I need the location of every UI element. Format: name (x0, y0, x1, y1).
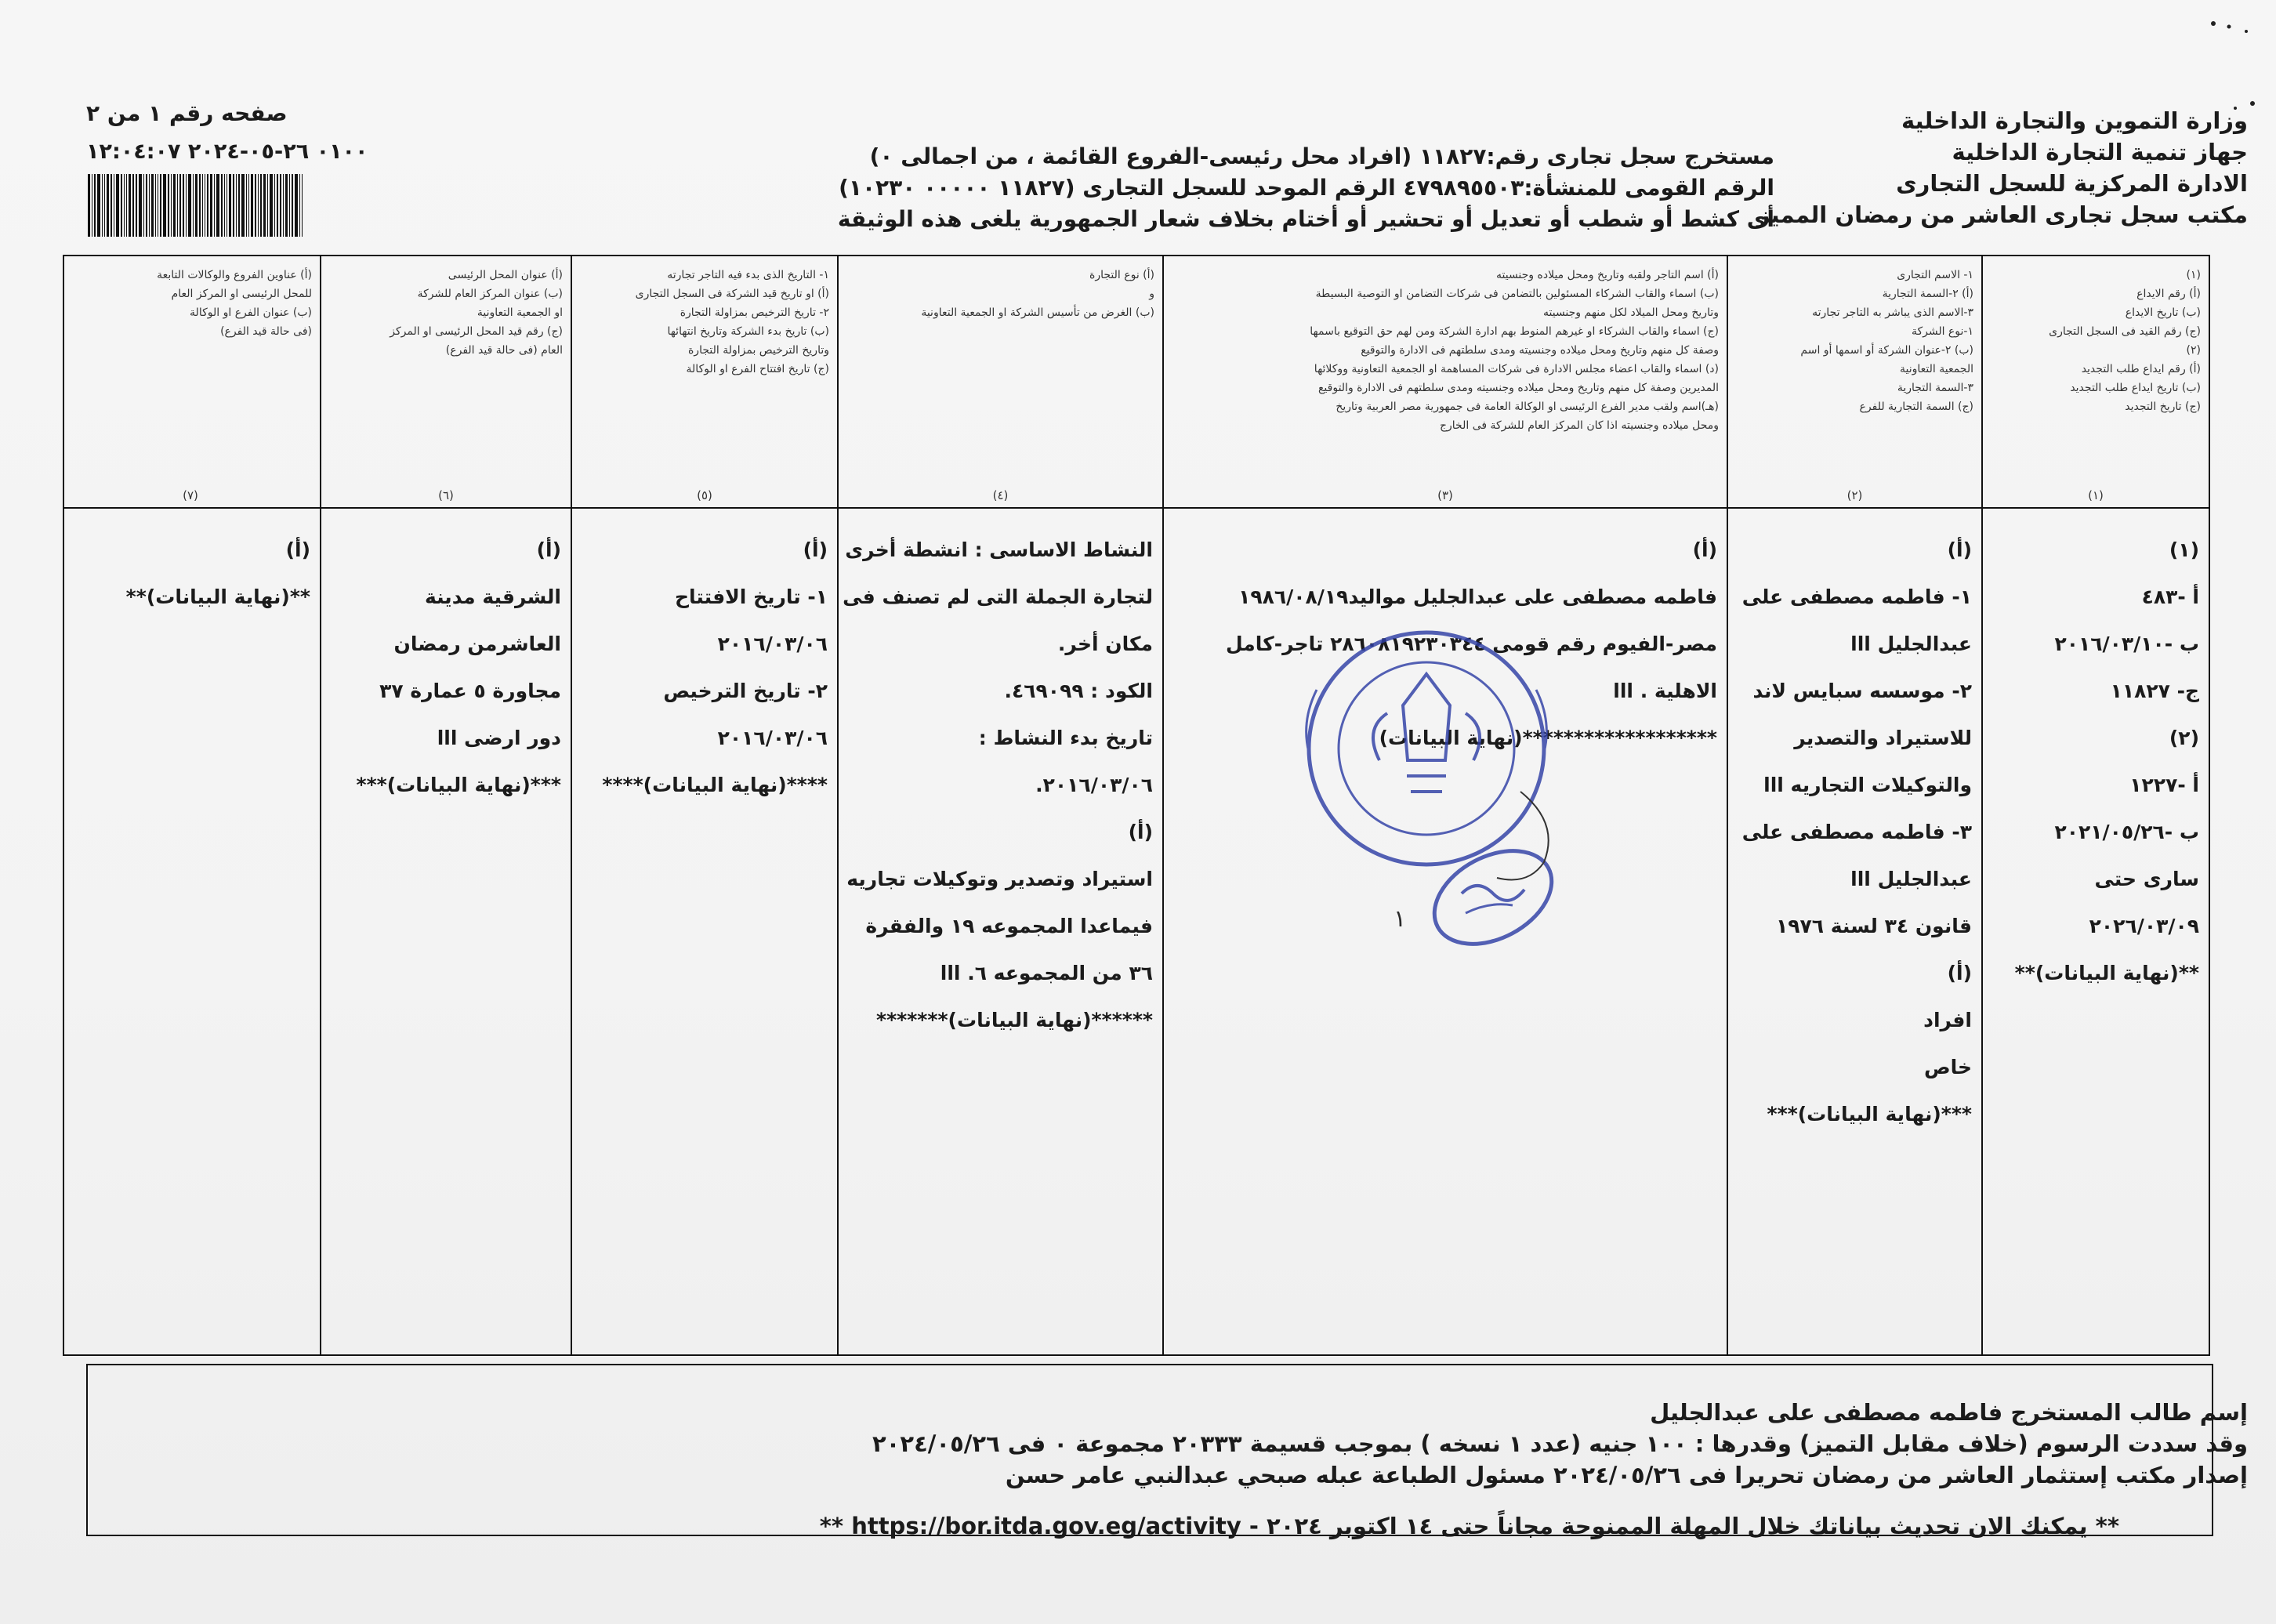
column-header-line: (د) اسماء والقاب اعضاء مجلس الادارة فى شركات المساهمة او الجمعية التعاونية ووكلائها (1314, 363, 1719, 375)
column-body-line: فيماعدا المجموعه ١٩ والفقرة (865, 915, 1153, 937)
column-header (1728, 261, 1981, 504)
barcode-bar (270, 174, 273, 237)
barcode-bar (186, 174, 187, 237)
column-header (321, 261, 571, 504)
column-number: (٣) (1437, 488, 1453, 502)
column-body-line: ******(نهاية البيانات)******* (876, 1009, 1153, 1031)
column-header-line: (أ) ٢-السمة التجارية (1882, 288, 1973, 300)
column-body-line: عبدالجليل ااا (1850, 868, 1972, 890)
column-header-line: (أ) رقم ايداع طلب التجديد (2081, 363, 2201, 375)
column-header-line: (ب) ٢-عنوان الشركة أو اسمها أو اسم (1800, 344, 1973, 357)
page-number: صفحه رقم ١ من ٢ (86, 100, 288, 126)
column-number: (٢) (1847, 488, 1863, 502)
barcode-bar (260, 174, 262, 237)
column-number: (٧) (183, 488, 198, 502)
barcode-bar (160, 174, 161, 237)
column-header-line: ٢- تاريخ الترخيص بمزاولة التجارة (680, 306, 829, 319)
barcode-bar (97, 174, 100, 237)
barcode-bar (255, 174, 256, 237)
column-header-line: (فى حالة قيد الفرع) (220, 325, 312, 338)
column-body-line: ٢- موسسه سبايس لاند (1752, 680, 1972, 702)
barcode-bar (238, 174, 240, 237)
registry-table (63, 255, 2210, 1356)
column-body (572, 519, 837, 1354)
barcode-bar (129, 174, 131, 237)
column-header-line: (هـ)اسم ولقب مدير الفرع الرئيسى او الوكالة العامة فى جمهورية مصر العربية وتاريخ (1336, 401, 1719, 413)
column-body-line: سارى حتى (2094, 868, 2199, 890)
column-body (321, 519, 571, 1354)
column-number: (٥) (697, 488, 712, 502)
barcode-bar (285, 174, 288, 237)
footer-text (210, 1397, 2248, 1491)
column-body-line: الكود : ٤٦٩٠٩٩. (1004, 680, 1153, 702)
barcode-bar (188, 174, 191, 237)
republic-seal-stamp (1285, 619, 1599, 964)
barcode-bar (199, 174, 201, 237)
column-header-line: (أ) او تاريخ قيد الشركة فى السجل التجارى (635, 288, 829, 300)
barcode-bar (233, 174, 234, 237)
barcode-bar (216, 174, 219, 237)
column-body-line: **(نهاية البيانات)** (2014, 962, 2199, 984)
column-body-line: ب -٢٠٢١/٠٥/٢٦ (2054, 821, 2199, 843)
column-body (1728, 519, 1981, 1354)
column-header-line: (٢) (2186, 344, 2201, 357)
column-header-line: (ج) رقم قيد المحل الرئيسى او المركز (390, 325, 563, 338)
barcode-bar (202, 174, 203, 237)
barcode-bar (143, 174, 144, 237)
column-body-line: (أ) (1947, 538, 1972, 561)
column-body-line: والتوكيلات التجاريه ااا (1763, 774, 1972, 796)
column-body-line: ٢٠١٦/٠٣/٠٦ (717, 633, 828, 655)
column-number: (٦) (438, 488, 454, 502)
barcode-bar (289, 174, 290, 237)
barcode-bar (136, 174, 137, 237)
barcode-bar (246, 174, 247, 237)
print-timestamp: ٠١٠٠ ٢٦-٠٥-٢٠٢٤ ١٢:٠٤:٠٧ (86, 140, 368, 164)
column-header (572, 261, 837, 504)
column-header-line: الجمعية التعاونية (1899, 363, 1973, 375)
column-header-line: (أ) اسم التاجر ولقبه وتاريخ ومحل ميلاده وجنسيته (1495, 269, 1719, 281)
column-body-line: ١- تاريخ الافتتاح (675, 585, 828, 608)
table-column-7 (61, 256, 320, 1354)
column-body-line: قانون ٣٤ لسنة ١٩٧٦ (1775, 915, 1972, 937)
column-body-line: (أ) (1947, 962, 1972, 984)
column-body-line: (أ) (1128, 821, 1153, 843)
barcode-bar (195, 174, 198, 237)
column-body (1983, 519, 2209, 1354)
barcode-bar (267, 174, 268, 237)
column-header-line: (ج) تاريخ التجديد (2125, 401, 2201, 413)
barcode-bar (177, 174, 178, 237)
column-header-line: (أ) عنوان المحل الرئيسى (448, 269, 563, 281)
column-body-line: ب -٢٠١٦/٠٣/١٠ (2054, 633, 2199, 655)
barcode-bar (171, 174, 172, 237)
registry-number-line: مستخرج سجل تجارى رقم:١١٨٢٧ (افراد محل رئيسى-الفروع القائمة ، من اجمالى ٠) (869, 143, 1774, 169)
barcode-bar (102, 174, 103, 237)
barcode-bar (149, 174, 150, 237)
column-body-line: للاستيراد والتصدير (1794, 727, 1972, 749)
barcode-bar (151, 174, 154, 237)
barcode-bar (155, 174, 156, 237)
barcode-bar (163, 174, 166, 237)
column-body-line: تاريخ بدء النشاط : (978, 727, 1153, 749)
barcode-bar (302, 174, 303, 237)
column-header-line: وصفة كل منهم وتاريخ ومحل ميلاده وجنسيته ومدى سلطتهم فى الادارة والتوقيع (1361, 344, 1719, 357)
column-header-line: ١- الاسم التجارى (1897, 269, 1973, 281)
column-header-line: ١- التاريخ الذى بدء فيه التاجر تجارته (667, 269, 829, 281)
column-body-line: ٢٠١٦/٠٣/٠٦. (1035, 774, 1153, 796)
column-header (61, 261, 320, 504)
column-header-line: ٣-السمة التجارية (1897, 382, 1973, 394)
column-header-line: (ب) اسماء والقاب الشركاء المسئولين بالتضامن فى شركات التضامن او التوصية البسيطة (1315, 288, 1719, 300)
barcode-bar (299, 174, 300, 237)
column-header-line: العام (فى حالة قيد الفرع) (445, 344, 563, 357)
barcode (88, 174, 395, 237)
column-header-line: (ب) عنوان المركز العام للشركة (417, 288, 563, 300)
barcode-bar (207, 174, 208, 237)
column-body-line: ٢- تاريخ الترخيص (663, 680, 828, 702)
column-header-line: للمحل الرئيسى او المركز العام (171, 288, 312, 300)
table-column-4 (837, 256, 1162, 1354)
barcode-bar (210, 174, 212, 237)
barcode-bar (104, 174, 105, 237)
column-body-line: افراد (1923, 1009, 1972, 1031)
column-body-line: ١- فاطمه مصطفى على (1741, 585, 1972, 608)
barcode-bar (173, 174, 176, 237)
barcode-bar (274, 174, 275, 237)
barcode-bar (248, 174, 249, 237)
barcode-bar (168, 174, 169, 237)
column-header-line: المديرين وصفة كل منهم وتاريخ ومحل ميلاده وجنسيته ومدى سلطتهم فى الادارة والتوقيع (1317, 382, 1719, 394)
column-header-line: (ب) تاريخ بدء الشركة وتاريخ انتهائها (667, 325, 829, 338)
barcode-bar (258, 174, 259, 237)
issuance-line: إصدار مكتب إستثمار العاشر من رمضان تحريرا فى ٢٠٢٤/٠٥/٢٦ مسئول الطباعة عبله صبحي عبدالنبي عامر حسن (1005, 1462, 2248, 1488)
column-body-line: لتجارة الجملة التى لم تصنف فى (843, 585, 1153, 608)
barcode-bar (139, 174, 142, 237)
barcode-bar (94, 174, 96, 237)
column-body-line: ٣٦ من المجموعه ٦. ااا (940, 962, 1153, 984)
column-number: (٤) (992, 488, 1009, 502)
column-header-line: (ب) تاريخ الايداع (2125, 306, 2201, 319)
column-header-line: (ب) تاريخ ايداع طلب التجديد (2070, 382, 2201, 394)
column-header-line: وتاريخ الترخيص بمزاولة التجارة (687, 344, 829, 357)
column-number: (١) (2088, 488, 2104, 502)
barcode-bar (111, 174, 112, 237)
column-body-line: العاشرمن رمضان (393, 633, 561, 655)
column-body-line: استيراد وتصدير وتوكيلات تجاريه (846, 868, 1153, 890)
ministry-line-4: مكتب سجل تجارى العاشر من رمضان المميز (1756, 201, 2248, 228)
column-header-line: (أ) رقم الايداع (2136, 288, 2201, 300)
barcode-bar (292, 174, 293, 237)
column-header-line: ٣-الاسم الذى يباشر به التاجر تجارته (1812, 306, 1973, 319)
column-body-line: ٣- فاطمه مصطفى على (1741, 821, 1972, 843)
barcode-bar (221, 174, 223, 237)
column-body-line: أ -٤٨٣ (2141, 585, 2199, 608)
column-header-line: (أ) نوع التجارة (1089, 269, 1154, 281)
barcode-bar (236, 174, 237, 237)
barcode-bar (295, 174, 298, 237)
column-body-line: خاص (1923, 1056, 1972, 1078)
barcode-bar (241, 174, 245, 237)
column-body-line: ٢٠٢٦/٠٣/٠٩ (2089, 915, 2199, 937)
column-body-line: **(نهاية البيانات)** (125, 585, 310, 608)
column-body-line: *******************(نهاية البيانات) (1379, 727, 1717, 749)
column-header (1983, 261, 2209, 504)
column-header-line: (ب) الغرض من تأسيس الشركة او الجمعية التعاونية (921, 306, 1154, 319)
column-body-line: الشرقية مدينة (424, 585, 561, 608)
speckle-marks (2198, 16, 2260, 110)
column-body-line: عبدالجليل ااا (1850, 633, 1972, 655)
seal-mark: ١ (1394, 905, 1407, 933)
warning-line: أى كشط أو شطب أو تعديل أو تحشير أو أختام بخلاف شعار الجمهورية يلغى هذه الوثيقة (837, 206, 1774, 232)
column-body-line: ***(نهاية البيانات)*** (1767, 1103, 1972, 1126)
barcode-bar (146, 174, 147, 237)
column-header-line: (ج) رقم القيد فى السجل التجارى (2049, 325, 2201, 338)
column-header (1164, 261, 1727, 504)
column-body-line: ****(نهاية البيانات)**** (602, 774, 828, 796)
table-column-5 (571, 256, 837, 1354)
column-body-line: مجاورة ٥ عمارة ٣٧ (379, 680, 561, 702)
barcode-bar (116, 174, 119, 237)
column-body-line: ***(نهاية البيانات)*** (356, 774, 561, 796)
column-body-line: أ -١٢٢٧ (2129, 774, 2199, 796)
barcode-bar (214, 174, 215, 237)
column-header-line: ١-نوع الشركة (1911, 325, 1973, 338)
barcode-bar (280, 174, 281, 237)
ministry-line-2: جهاز تنمية التجارة الداخلية (1952, 139, 2248, 165)
column-header-line: (ب) عنوان الفرع او الوكالة (190, 306, 312, 319)
barcode-bar (107, 174, 109, 237)
fees-line: وقد سددت الرسوم (خلاف مقابل التميز) وقدرها : ١٠٠ جنيه (عدد ١ نسخه ) بموجب قسيمة ٢٠٣٣٣ مجموعة ٠ فى ٢٠٢٤/٠٥/٢٦ (872, 1430, 2248, 1457)
table-column-6 (320, 256, 571, 1354)
barcode-bar (183, 174, 184, 237)
column-body-line: (أ) (803, 538, 828, 561)
barcode-bar (132, 174, 134, 237)
column-body-line: الاهلية . ااا (1613, 680, 1717, 702)
barcode-bar (124, 174, 125, 237)
column-body-line: ٢٠١٦/٠٣/٠٦ (717, 727, 828, 749)
barcode-bar (277, 174, 278, 237)
column-body-line: (أ) (536, 538, 561, 561)
column-body-line: فاطمه مصطفى على عبدالجليل مواليد١٩٨٦/٠٨/١٩ (1238, 585, 1717, 608)
column-body-line: (٢) (2169, 727, 2199, 749)
table-column-2 (1727, 256, 1981, 1354)
column-header-line: (أ) عناوين الفروع والوكالات التابعة (157, 269, 312, 281)
column-body (61, 519, 320, 1354)
column-body-line: النشاط الاساسى : انشطة أخرى (845, 538, 1153, 561)
barcode-bar (121, 174, 122, 237)
barcode-bar (193, 174, 194, 237)
table-column-1 (1981, 256, 2209, 1354)
barcode-bar (263, 174, 266, 237)
barcode-bar (126, 174, 127, 237)
ministry-line-3: الادارة المركزية للسجل التجارى (1896, 170, 2248, 197)
column-body-line: (أ) (1692, 538, 1717, 561)
column-body-line: ج- ١١٨٢٧ (2110, 680, 2199, 702)
column-header-line: وتاريخ ومحل الميلاد لكل منهم وجنسيته (1542, 306, 1719, 319)
barcode-bar (179, 174, 181, 237)
column-body-line: (١) (2169, 538, 2199, 561)
column-header-line: او الجمعية التعاونية (477, 306, 563, 319)
barcode-bar (88, 174, 90, 237)
column-body (839, 519, 1162, 1354)
requester-line: إسم طالب المستخرج فاطمه مصطفى على عبدالجليل (1650, 1399, 2248, 1426)
column-header-line: (ج) السمة التجارية للفرع (1859, 401, 1973, 413)
barcode-bar (283, 174, 284, 237)
column-body-line: (أ) (285, 538, 310, 561)
barcode-bar (251, 174, 253, 237)
registry-header (520, 141, 1774, 235)
column-body-line: مكان أخر. (1057, 633, 1153, 655)
update-notice: ** يمكنك الان تحديث بياناتك خلال المهلة الممنوحة مجاناً حتى ١٤ اكتوبر ٢٠٢٤ - https://bor.itda.gov.eg/activity ** (819, 1513, 2119, 1539)
barcode-bar (224, 174, 225, 237)
column-header-line: (ج) تاريخ افتتاح الفرع او الوكالة (686, 363, 829, 375)
column-header-line: ومحل ميلاده وجنسيته اذا كان المركز العام للشركة فى الخارج (1439, 419, 1719, 432)
column-header-line: (ج) اسماء والقاب الشركاء او غيرهم المنوط بهم ادارة الشركة ومن لهم حق التوقيع باسمها (1310, 325, 1719, 338)
ministry-line-1: وزارة التموين والتجارة الداخلية (1901, 107, 2248, 134)
column-body-line: مصر-الفيوم رقم قومى ٢٨٦٠٨١٩٢٣٠٣٤٤ تاجر-كامل (1225, 633, 1717, 655)
column-header-line: (١) (2186, 269, 2201, 281)
national-number-line: الرقم القومى للمنشأة:٤٧٩٨٩٥٥٠٣ الرقم الموحد للسجل التجارى (١١٨٢٧ ٠٠٠٠٠ ١٠٢٣٠) (839, 175, 1774, 201)
barcode-bar (229, 174, 231, 237)
column-header (839, 261, 1162, 504)
column-body-line: دور ارضى ااا (437, 727, 561, 749)
column-header-line: و (1149, 288, 1154, 300)
